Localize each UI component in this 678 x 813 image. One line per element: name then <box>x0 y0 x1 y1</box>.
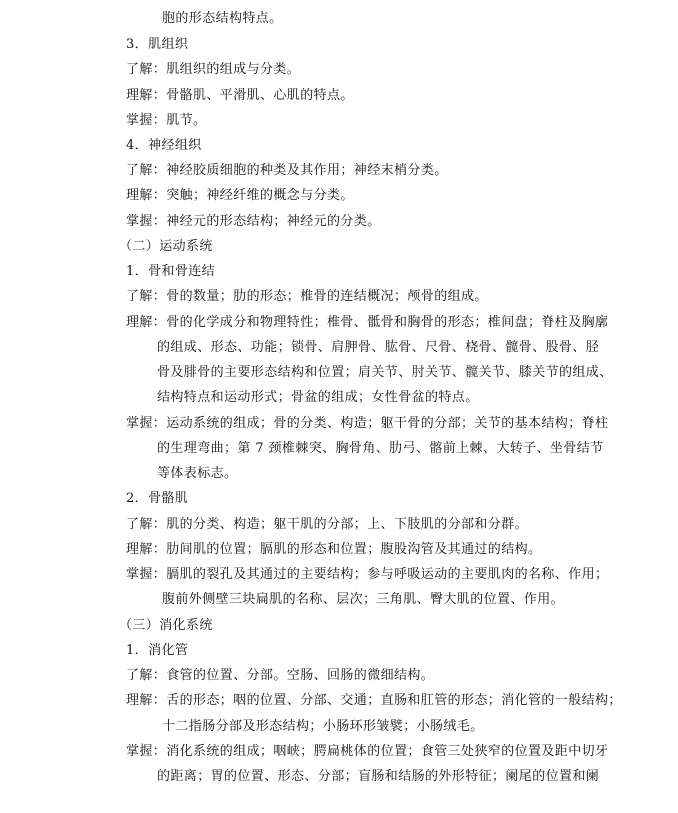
text-line: 的组成、形态、功能；锁骨、肩胛骨、肱骨、尺骨、桡骨、髋骨、股骨、胫 <box>157 340 600 355</box>
text-line: 掌握：运动系统的组成；骨的分类、构造；躯干骨的分部；关节的基本结构；脊柱 <box>126 416 609 431</box>
subsection-heading: 2．骨骼肌 <box>126 491 189 506</box>
text-line: 理解：骨的化学成分和物理特性；椎骨、骶骨和胸骨的形态；椎间盘；脊柱及胸廓 <box>126 315 609 330</box>
text-line: 胞的形态结构特点。 <box>162 11 283 26</box>
text-line: 了解：肌的分类、构造；躯干肌的分部；上、下肢肌的分部和分群。 <box>126 517 529 532</box>
section-heading: （二）运动系统 <box>119 239 213 254</box>
text-line: 理解：肋间肌的位置；膈肌的形态和位置；腹股沟管及其通过的结构。 <box>126 542 542 557</box>
text-line: 掌握：肌节。 <box>126 113 207 128</box>
text-line: 掌握：神经元的形态结构；神经元的分类。 <box>126 214 381 229</box>
text-line: 的生理弯曲；第 7 颈椎棘突、胸骨角、肋弓、髂前上棘、大转子、坐骨结节 <box>157 441 604 456</box>
text-line: 理解：舌的形态；咽的位置、分部、交通；直肠和肛管的形态；消化管的一般结构； <box>126 693 622 708</box>
text-line: 骨及腓骨的主要形态结构和位置；肩关节、肘关节、髋关节、膝关节的组成、 <box>157 365 613 380</box>
text-line: 理解：骨骼肌、平滑肌、心肌的特点。 <box>126 88 354 103</box>
text-line: 腹前外侧壁三块扁肌的名称、层次；三角肌、臀大肌的位置、作用。 <box>162 592 565 607</box>
text-line: 掌握：消化系统的组成；咽峡；腭扁桃体的位置；食管三处狭窄的位置及距中切牙 <box>126 744 609 759</box>
text-line: 了解：食管的位置、分部。空肠、回肠的微细结构。 <box>126 668 435 683</box>
subsection-heading: 3．肌组织 <box>126 37 189 52</box>
text-line: 的距离；胃的位置、形态、分部；盲肠和结肠的外形特征；阑尾的位置和阑 <box>157 769 600 784</box>
text-line: 了解：神经胶质细胞的种类及其作用；神经末梢分类。 <box>126 163 448 178</box>
subsection-heading: 4．神经组织 <box>126 138 202 153</box>
subsection-heading: 1．消化管 <box>126 643 189 658</box>
text-line: 结构特点和运动形式；骨盆的组成；女性骨盆的特点。 <box>157 390 479 405</box>
text-line: 等体表标志。 <box>157 466 238 481</box>
subsection-heading: 1．骨和骨连结 <box>126 264 216 279</box>
text-line: 理解：突触；神经纤维的概念与分类。 <box>126 188 354 203</box>
section-heading: （三）消化系统 <box>119 618 213 633</box>
text-line: 掌握：膈肌的裂孔及其通过的主要结构；参与呼吸运动的主要肌肉的名称、作用； <box>126 567 609 582</box>
text-line: 了解：肌组织的组成与分类。 <box>126 62 301 77</box>
text-line: 十二指肠分部及形态结构；小肠环形皱襞；小肠绒毛。 <box>162 719 484 734</box>
text-line: 了解：骨的数量；肋的形态；椎骨的连结概况；颅骨的组成。 <box>126 289 488 304</box>
